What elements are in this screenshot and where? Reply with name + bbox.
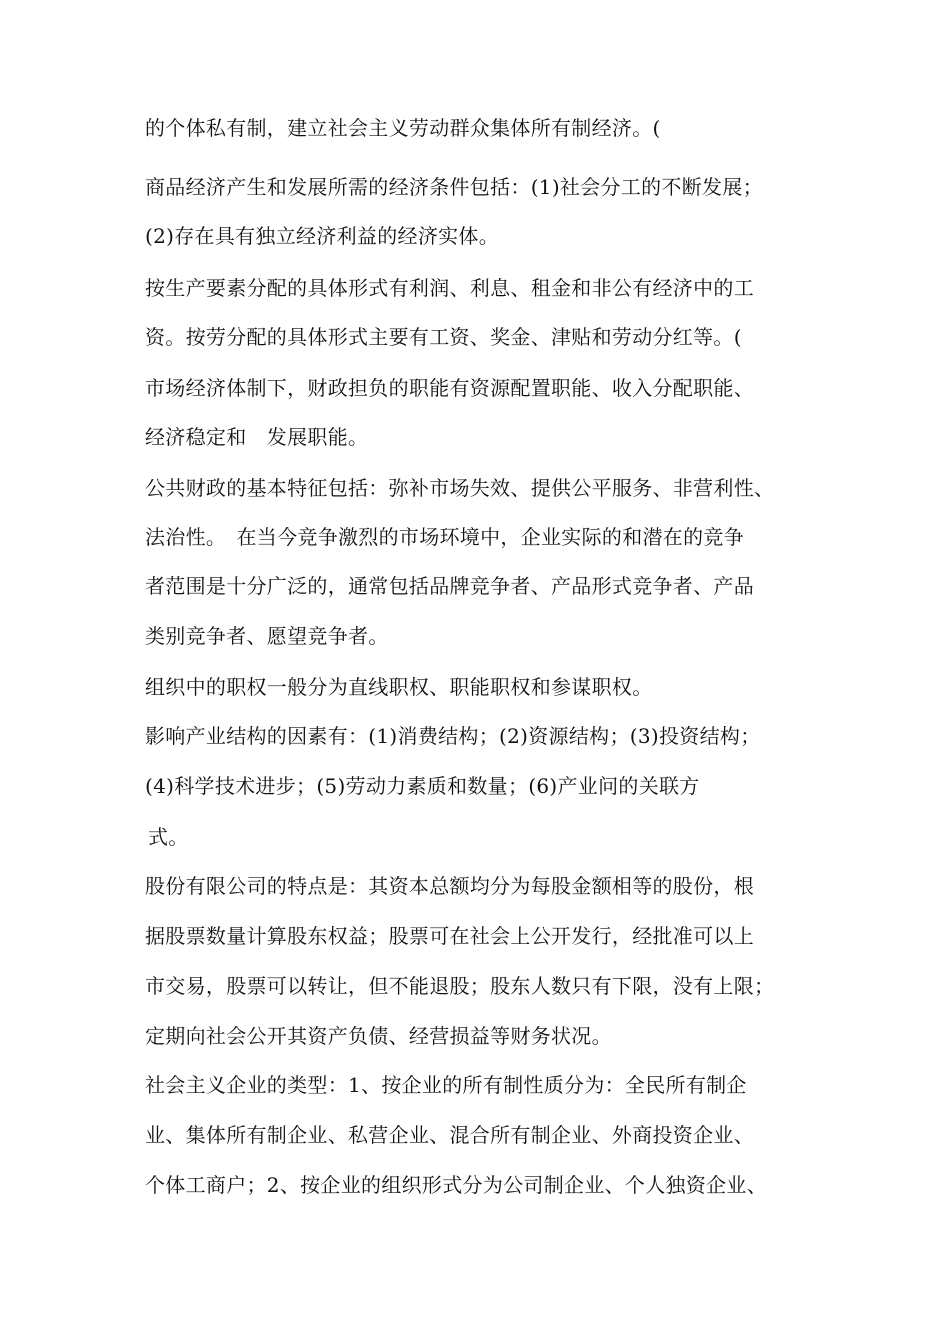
text-line: 经济稳定和 发展职能。 [145, 425, 369, 449]
text-line: 法治性。 在当今竞争激烈的市场环境中，企业实际的和潜在的竞争 [145, 525, 744, 549]
text-line: 市场经济体制下，财政担负的职能有资源配置职能、收入分配职能、 [145, 376, 754, 400]
text-line: 市交易，股票可以转让，但不能退股；股东人数只有下限，没有上限； [145, 974, 775, 998]
text-line: 式。 [148, 825, 189, 849]
text-line: 据股票数量计算股东权益；股票可在社会上公开发行，经批准可以上 [145, 924, 754, 948]
text-line: 资。按劳分配的具体形式主要有工资、奖金、津贴和劳动分红等。( [145, 325, 742, 349]
text-line: 按生产要素分配的具体形式有利润、利息、租金和非公有经济中的工 [145, 276, 754, 300]
text-line: 业、集体所有制企业、私营企业、混合所有制企业、外商投资企业、 [145, 1123, 754, 1147]
text-line: 定期向社会公开其资产负债、经营损益等财务状况。 [145, 1024, 612, 1048]
text-line: 影响产业结构的因素有：(1)消费结构；(2)资源结构；(3)投资结构； [145, 724, 761, 748]
text-line: 社会主义企业的类型：1、按企业的所有制性质分为：全民所有制企 [145, 1073, 747, 1097]
text-line: 组织中的职权一般分为直线职权、职能职权和参谋职权。 [145, 675, 653, 699]
text-line: 类别竞争者、愿望竞争者。 [145, 624, 389, 648]
text-line: 商品经济产生和发展所需的经济条件包括：(1)社会分工的不断发展； [145, 175, 763, 199]
text-line: (4)科学技术进步；(5)劳动力素质和数量；(6)产业问的关联方 [145, 774, 700, 798]
text-line: 个体工商户；2、按企业的组织形式分为公司制企业、个人独资企业、 [145, 1173, 768, 1197]
text-line: 者范围是十分广泛的，通常包括品牌竞争者、产品形式竞争者、产品 [145, 574, 754, 598]
text-line: (2)存在具有独立经济利益的经济实体。 [145, 224, 500, 248]
text-line: 股份有限公司的特点是：其资本总额均分为每股金额相等的股份，根 [145, 874, 754, 898]
text-line: 公共财政的基本特征包括：弥补市场失效、提供公平服务、非营利性、 [145, 476, 775, 500]
text-line: 的个体私有制，建立社会主义劳动群众集体所有制经济。( [145, 116, 661, 140]
